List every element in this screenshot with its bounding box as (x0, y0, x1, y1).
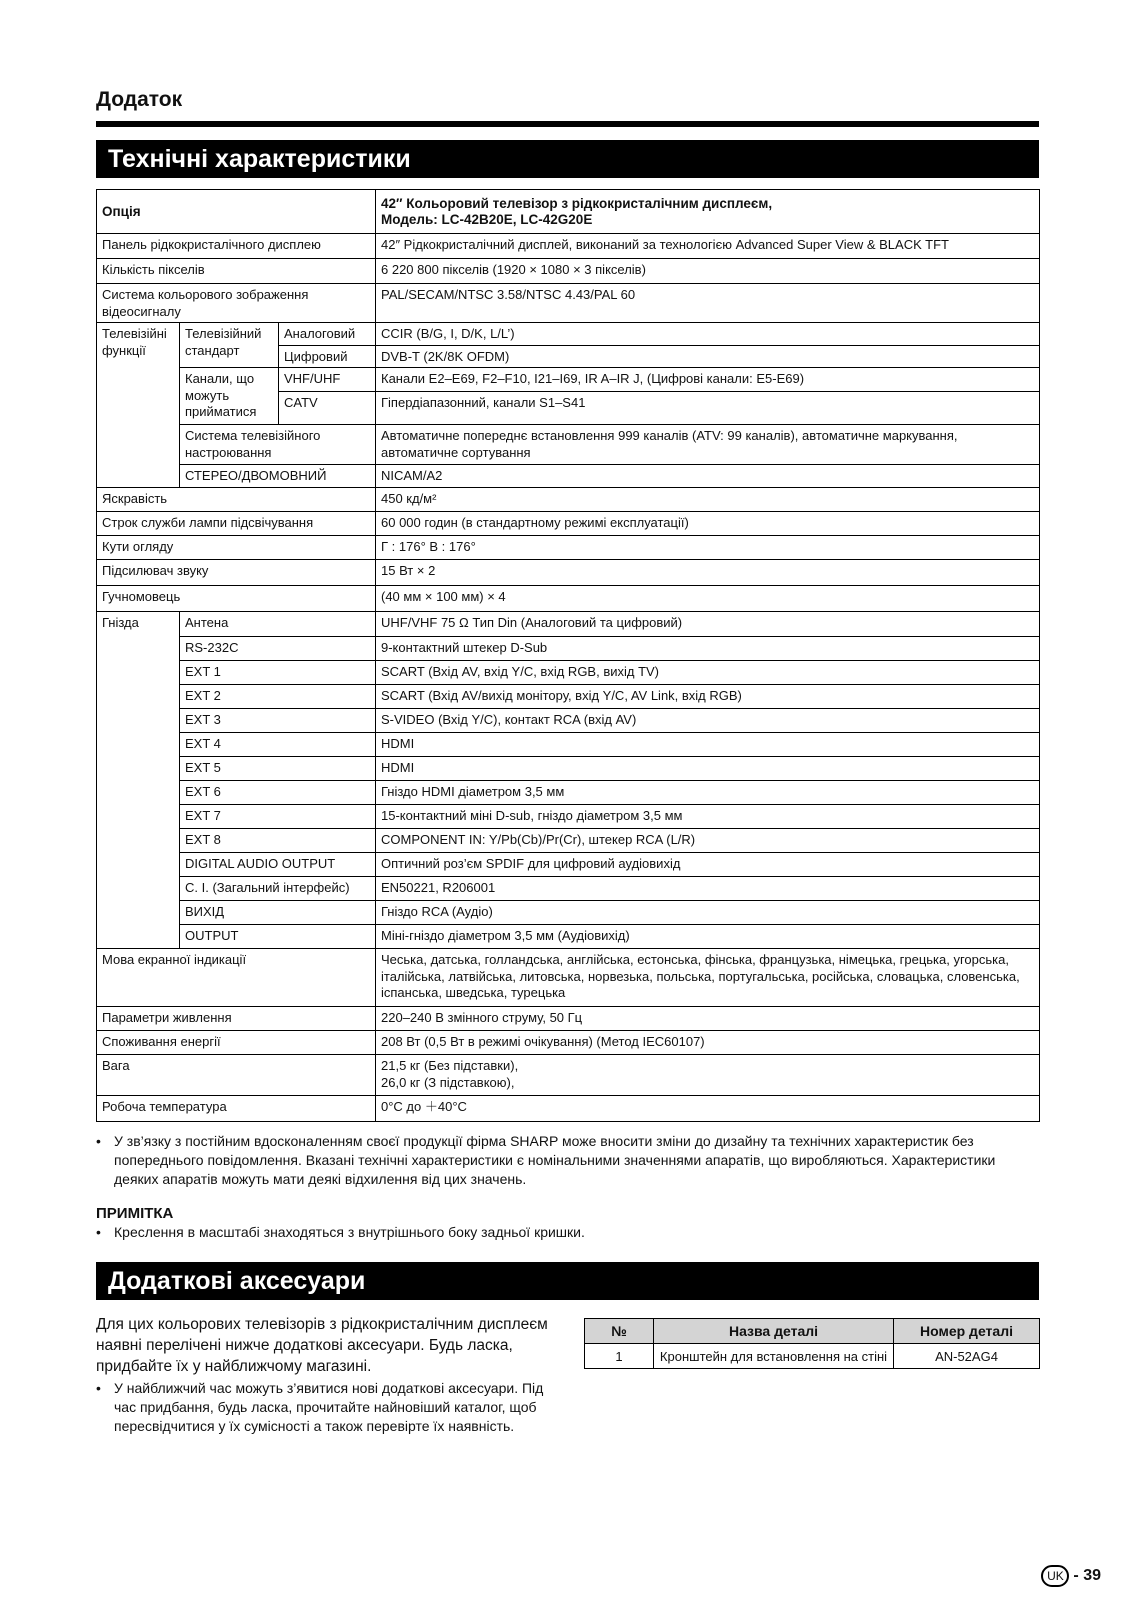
row-value: Чеська, датська, голландська, англійська, естонська, фінська, французька, німецька, грецька, угорська, італійська, латвійська, литовська, норвезька, польська, португальська, російська, словацька, словенська, іспанська, шведська, турецька (376, 949, 1040, 1007)
row-label: EXT 6 (180, 781, 376, 805)
bullet-icon: • (96, 1133, 101, 1149)
table-row (97, 612, 1040, 637)
accessories-intro (96, 1314, 564, 1436)
page-number (1041, 1565, 1101, 1587)
row-label: OUTPUT (180, 925, 376, 949)
accessories-table (584, 1318, 1040, 1369)
table-row (97, 512, 1040, 536)
accessories-bullet (96, 1379, 564, 1436)
table-row (97, 1031, 1040, 1055)
table-row (97, 685, 1040, 709)
row-label: Система телевізійного настроювання (180, 425, 376, 465)
table-row (585, 1344, 1040, 1369)
row-value: NICAM/A2 (376, 465, 1040, 488)
spec-table (96, 189, 1040, 1122)
row-label: Параметри живлення (97, 1007, 376, 1031)
cell-part: AN-52AG4 (894, 1344, 1040, 1369)
disclaimer-text: У зв’язку з постійним вдосконаленням своєї продукції фірма SHARP може вносити зміни до дизайну та технічних характеристик без попереднього повідомлення. Вказані технічні характеристики є номінальними значеннями апаратів, що виробляються. Характеристики деяких апаратів можуть мати деякі відхилення від цих значень. (114, 1133, 996, 1187)
row-label: EXT 1 (180, 661, 376, 685)
row-value: UHF/VHF 75 Ω Тип Din (Аналоговий та цифровий) (376, 612, 1040, 637)
tv-standard-label: Телевізійний стандарт (180, 323, 279, 368)
row-label: Система кольорового зображення відеосигналу (97, 284, 376, 323)
row-value: Оптичний роз’єм SPDIF для цифровий аудіовихід (376, 853, 1040, 877)
row-label: CATV (279, 392, 376, 425)
row-value: HDMI (376, 733, 1040, 757)
row-value: COMPONENT IN: Y/Pb(Cb)/Pr(Cr), штекер RCA (L/R) (376, 829, 1040, 853)
channels-label: Канали, що можуть прийматися (180, 368, 279, 425)
table-row (97, 877, 1040, 901)
row-label: Підсилювач звуку (97, 560, 376, 586)
row-value: Гніздо HDMI діаметром 3,5 мм (376, 781, 1040, 805)
row-label: Аналоговий (279, 323, 376, 346)
table-row (97, 1007, 1040, 1031)
table-row (97, 637, 1040, 661)
model-header (376, 190, 1040, 234)
row-label: VHF/UHF (279, 368, 376, 392)
table-row (97, 465, 1040, 488)
col-part-header: Номер деталі (894, 1319, 1040, 1344)
bullet-icon: • (96, 1380, 101, 1396)
row-value (376, 1055, 1040, 1096)
row-value: 208 Вт (0,5 Вт в режимі очікування) (Метод IEC60107) (376, 1031, 1040, 1055)
row-label: Споживання енергії (97, 1031, 376, 1055)
page-number-text: - 39 (1073, 1567, 1101, 1584)
row-value: 15 Вт × 2 (376, 560, 1040, 586)
terminals-label: Гнізда (97, 612, 180, 949)
accessories-header-row (585, 1319, 1040, 1344)
col-number-header: № (585, 1319, 654, 1344)
table-row (97, 586, 1040, 612)
row-label: Кути огляду (97, 536, 376, 560)
note-text: Креслення в масштабі знаходяться з внутрішнього боку задньої кришки. (114, 1224, 585, 1240)
row-value: Канали E2–E69, F2–F10, I21–I69, IR A–IR J, (Цифрові канали: E5-E69) (376, 368, 1040, 392)
table-row (97, 368, 1040, 392)
table-row (97, 709, 1040, 733)
table-row (97, 323, 1040, 346)
row-label: Панель рідкокристалічного дисплею (97, 234, 376, 259)
spec-title-bar: Технічні характеристики (96, 140, 1039, 178)
row-value: 220–240 В змінного струму, 50 Гц (376, 1007, 1040, 1031)
table-row (97, 901, 1040, 925)
weight-line-2: 26,0 кг (З підставкою), (381, 1074, 515, 1090)
row-label: EXT 5 (180, 757, 376, 781)
note-title: ПРИМІТКА (96, 1205, 174, 1222)
row-label: EXT 2 (180, 685, 376, 709)
row-value: Міні-гніздо діаметром 3,5 мм (Аудіовихід) (376, 925, 1040, 949)
row-label: DIGITAL AUDIO OUTPUT (180, 853, 376, 877)
table-row (97, 733, 1040, 757)
table-row (97, 925, 1040, 949)
row-label: Робоча температура (97, 1096, 376, 1122)
row-value: CCIR (B/G, I, D/K, L/L’) (376, 323, 1040, 346)
row-value: Гіпердіапазонний, канали S1–S41 (376, 392, 1040, 425)
row-value: EN50221, R206001 (376, 877, 1040, 901)
table-row (97, 1055, 1040, 1096)
row-label: C. I. (Загальний інтерфейс) (180, 877, 376, 901)
row-label: RS-232C (180, 637, 376, 661)
option-header: Опція (97, 190, 376, 234)
table-row (97, 284, 1040, 323)
table-row (97, 757, 1040, 781)
table-row (97, 853, 1040, 877)
table-row (97, 949, 1040, 1007)
table-row (97, 661, 1040, 685)
row-value: Гніздо RCA (Аудіо) (376, 901, 1040, 925)
row-label: ВИХІД (180, 901, 376, 925)
col-name-header: Назва деталі (654, 1319, 894, 1344)
row-value: 0°C до ＋40°C (376, 1096, 1040, 1122)
divider (96, 121, 1039, 127)
row-value: PAL/SECAM/NTSC 3.58/NTSC 4.43/PAL 60 (376, 284, 1040, 323)
row-label: Яскравість (97, 488, 376, 512)
table-row (97, 259, 1040, 284)
table-row (97, 781, 1040, 805)
table-row (97, 1096, 1040, 1122)
row-label: EXT 3 (180, 709, 376, 733)
table-row (97, 536, 1040, 560)
row-value: 450 кд/м² (376, 488, 1040, 512)
table-row (97, 829, 1040, 853)
row-value: Г : 176° В : 176° (376, 536, 1040, 560)
model-line-1: 42″ Кольоровий телевізор з рідкокристалічним дисплеєм, (381, 195, 773, 211)
row-value: 6 220 800 пікселів (1920 × 1080 × 3 пікселів) (376, 259, 1040, 284)
uk-badge-icon: UK (1041, 1565, 1069, 1587)
bullet-icon: • (96, 1224, 101, 1240)
row-value: (40 мм × 100 мм) × 4 (376, 586, 1040, 612)
note-bullet (96, 1223, 1039, 1242)
table-row (97, 560, 1040, 586)
row-value: SCART (Вхід AV, вхід Y/C, вхід RGB, вихід TV) (376, 661, 1040, 685)
disclaimer-bullet (96, 1132, 1039, 1189)
row-label: Антена (180, 612, 376, 637)
model-line-2: Модель: LC-42B20E, LC-42G20E (381, 212, 593, 227)
row-label: Гучномовець (97, 586, 376, 612)
row-label: Строк служби лампи підсвічування (97, 512, 376, 536)
row-value: Автоматичне попереднє встановлення 999 каналів (ATV: 99 каналів), автоматичне маркування, автоматичне сортування (376, 425, 1040, 465)
row-label: Цифровий (279, 345, 376, 368)
cell-name: Кронштейн для встановлення на стіні (654, 1344, 894, 1369)
row-value: 60 000 годин (в стандартному режимі експлуатації) (376, 512, 1040, 536)
cell-number: 1 (585, 1344, 654, 1369)
row-label: EXT 4 (180, 733, 376, 757)
accessories-title-bar: Додаткові аксесуари (96, 1262, 1039, 1300)
accessories-bullet-text: У найближчий час можуть з’явитися нові додаткові аксесуари. Під час придбання, будь ласка, прочитайте найновіший каталог, щоб пересвідчитися у їх сумісності а також перевірте їх наявність. (114, 1380, 544, 1434)
row-label: Кількість пікселів (97, 259, 376, 284)
table-row (97, 805, 1040, 829)
table-row (97, 425, 1040, 465)
table-row (97, 488, 1040, 512)
tv-functions-label: Телевізійні функції (97, 323, 180, 488)
row-value: HDMI (376, 757, 1040, 781)
row-value: 9-контактний штекер D-Sub (376, 637, 1040, 661)
row-value: SCART (Вхід AV/вихід монітору, вхід Y/C, AV Link, вхід RGB) (376, 685, 1040, 709)
section-label: Додаток (96, 88, 183, 111)
row-label: Мова екранної індикації (97, 949, 376, 1007)
row-value: S-VIDEO (Вхід Y/C), контакт RCA (вхід AV) (376, 709, 1040, 733)
accessories-intro-text: Для цих кольорових телевізорів з рідкокристалічним дисплеєм наявні перелічені нижче додаткові аксесуари. Будь ласка, придбайте їх у найближчому магазині. (96, 1316, 548, 1375)
weight-line-1: 21,5 кг (Без підставки), (381, 1058, 519, 1073)
row-label: EXT 8 (180, 829, 376, 853)
row-value: DVB-T (2K/8K OFDM) (376, 345, 1040, 368)
notes-section (96, 1132, 1039, 1242)
row-value: 42″ Рідкокристалічний дисплей, виконаний за технологією Advanced Super View & BLACK TFT (376, 234, 1040, 259)
table-row (97, 234, 1040, 259)
row-label: СТЕРЕО/ДВОМОВНИЙ (180, 465, 376, 488)
row-label: EXT 7 (180, 805, 376, 829)
row-value: 15-контактний міні D-sub, гніздо діаметром 3,5 мм (376, 805, 1040, 829)
row-label: Вага (97, 1055, 376, 1096)
spec-header-row (97, 190, 1040, 234)
